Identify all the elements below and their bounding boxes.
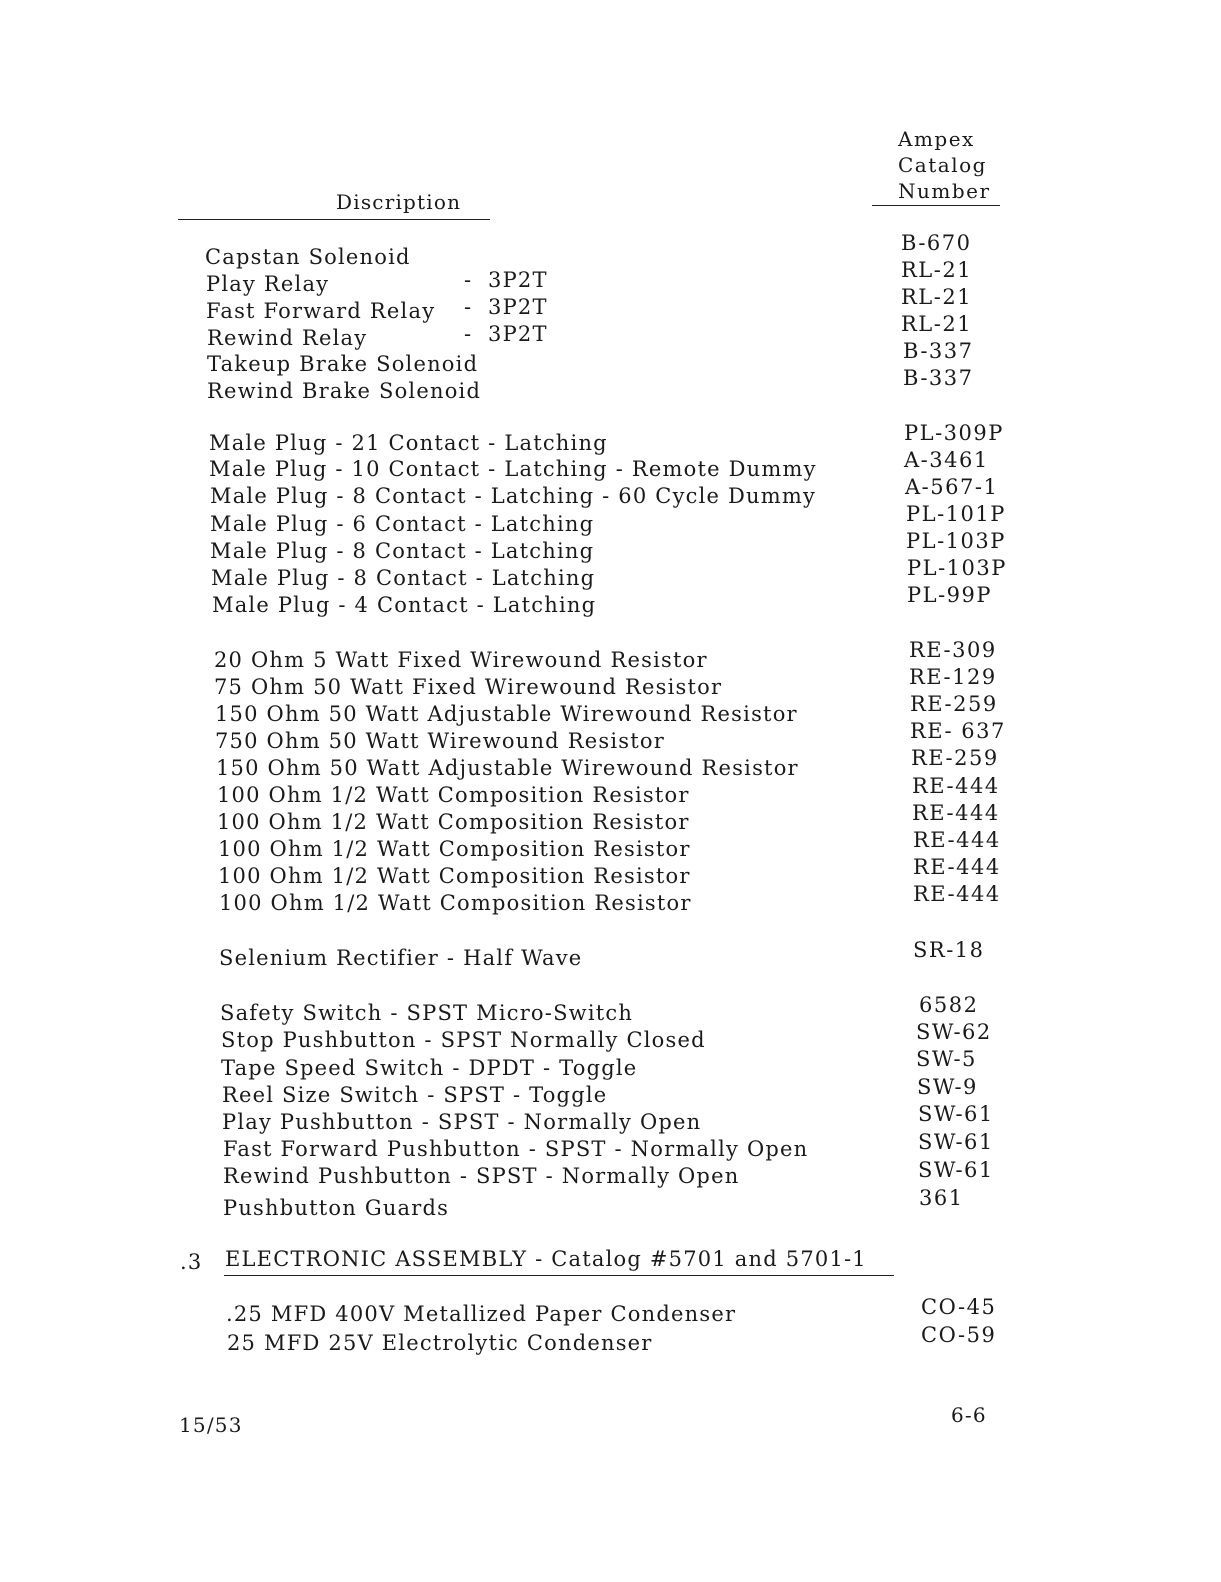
part-description: Capstan Solenoid: [205, 245, 411, 269]
catalog-header-line: Catalog: [898, 153, 987, 177]
catalog-number: CO-59: [921, 1323, 997, 1347]
part-description: Safety Switch - SPST Micro-Switch: [220, 1001, 634, 1025]
catalog-number: SR-18: [913, 938, 985, 962]
part-spec: - 3P2T: [464, 322, 548, 346]
part-description: 750 Ohm 50 Watt Wirewound Resistor: [215, 729, 665, 753]
catalog-number: SW-5: [916, 1047, 977, 1071]
catalog-number: RE-444: [912, 774, 1000, 798]
catalog-number: PL-103P: [907, 556, 1007, 580]
catalog-number: RL-21: [901, 258, 973, 282]
section-number: .3: [180, 1250, 203, 1274]
catalog-number: RE-129: [909, 665, 997, 689]
description-header-rule: [178, 219, 490, 220]
part-description: Reel Size Switch - SPST - Toggle: [222, 1083, 608, 1107]
part-spec: - 3P2T: [464, 268, 548, 292]
part-description: 75 Ohm 50 Watt Fixed Wirewound Resistor: [214, 675, 723, 699]
part-description: Male Plug - 6 Contact - Latching: [210, 512, 595, 536]
part-description: Pushbutton Guards: [223, 1196, 450, 1220]
part-spec: - 3P2T: [464, 295, 548, 319]
catalog-number: RE-259: [911, 746, 999, 770]
part-description: Fast Forward Pushbutton - SPST - Normally Open: [223, 1137, 809, 1161]
part-description: Male Plug - 21 Contact - Latching: [209, 431, 608, 455]
catalog-number: B-670: [901, 231, 972, 255]
catalog-number: RL-21: [901, 285, 973, 309]
part-description: Selenium Rectifier - Half Wave: [219, 946, 583, 970]
catalog-number: RE-444: [913, 855, 1001, 879]
catalog-header: [898, 126, 991, 204]
catalog-number: SW-61: [918, 1102, 994, 1126]
catalog-number: 6582: [919, 993, 979, 1017]
section-title: ELECTRONIC ASSEMBLY - Catalog #5701 and 5701-1: [225, 1247, 867, 1271]
part-description: 150 Ohm 50 Watt Adjustable Wirewound Resistor: [216, 756, 799, 780]
page-number: 6-6: [951, 1403, 987, 1427]
part-description: .25 MFD 400V Metallized Paper Condenser: [226, 1302, 737, 1326]
catalog-number: A-3461: [904, 448, 989, 472]
part-description: 25 MFD 25V Electrolytic Condenser: [227, 1331, 653, 1355]
part-description: Male Plug - 10 Contact - Latching - Remote Dummy: [209, 457, 817, 481]
part-description: 150 Ohm 50 Watt Adjustable Wirewound Resistor: [215, 702, 798, 726]
catalog-number: RL-21: [901, 312, 973, 336]
part-description: Rewind Pushbutton - SPST - Normally Open: [223, 1164, 740, 1188]
part-description: Male Plug - 4 Contact - Latching: [212, 593, 597, 617]
catalog-number: PL-309P: [904, 421, 1004, 445]
part-description: 100 Ohm 1/2 Watt Composition Resistor: [217, 810, 690, 834]
part-description: 100 Ohm 1/2 Watt Composition Resistor: [219, 891, 692, 915]
catalog-number: RE-444: [913, 828, 1001, 852]
catalog-number: SW-61: [918, 1130, 994, 1154]
catalog-number: PL-101P: [906, 502, 1006, 526]
part-description: Play Relay: [206, 272, 330, 296]
catalog-number: PL-103P: [906, 529, 1006, 553]
catalog-header-line: Number: [898, 179, 991, 203]
catalog-number: B-337: [903, 366, 974, 390]
catalog-number: RE-309: [909, 638, 997, 662]
part-description: Tape Speed Switch - DPDT - Toggle: [221, 1056, 638, 1080]
catalog-number: A-567-1: [905, 475, 999, 499]
catalog-number: SW-9: [917, 1075, 978, 1099]
footer-date: 15/53: [179, 1413, 243, 1437]
description-header: Discription: [336, 190, 462, 214]
part-description: Fast Forward Relay: [206, 299, 436, 323]
catalog-number: CO-45: [921, 1295, 997, 1319]
catalog-number: PL-99P: [907, 583, 993, 607]
catalog-number: RE-259: [910, 692, 998, 716]
part-description: Male Plug - 8 Contact - Latching: [211, 566, 596, 590]
part-description: Rewind Brake Solenoid: [207, 379, 482, 403]
catalog-number: B-337: [903, 339, 974, 363]
catalog-number: 361: [919, 1186, 964, 1210]
part-description: Male Plug - 8 Contact - Latching: [210, 539, 595, 563]
part-description: 20 Ohm 5 Watt Fixed Wirewound Resistor: [214, 648, 708, 672]
section-title-rule: [224, 1275, 894, 1276]
catalog-number: RE-444: [912, 801, 1000, 825]
part-description: 100 Ohm 1/2 Watt Composition Resistor: [218, 864, 691, 888]
part-description: Rewind Relay: [207, 326, 368, 350]
catalog-number: RE-444: [913, 882, 1001, 906]
catalog-number: SW-61: [918, 1158, 994, 1182]
part-description: Play Pushbutton - SPST - Normally Open: [222, 1110, 702, 1134]
part-description: Male Plug - 8 Contact - Latching - 60 Cycle Dummy: [210, 484, 817, 508]
catalog-number: RE- 637: [910, 719, 1006, 743]
catalog-header-line: Ampex: [898, 127, 975, 151]
part-description: Stop Pushbutton - SPST Normally Closed: [221, 1028, 706, 1052]
catalog-header-rule: [872, 205, 1000, 206]
part-description: 100 Ohm 1/2 Watt Composition Resistor: [217, 783, 690, 807]
part-description: Takeup Brake Solenoid: [207, 352, 479, 376]
catalog-number: SW-62: [916, 1020, 992, 1044]
part-description: 100 Ohm 1/2 Watt Composition Resistor: [218, 837, 691, 861]
